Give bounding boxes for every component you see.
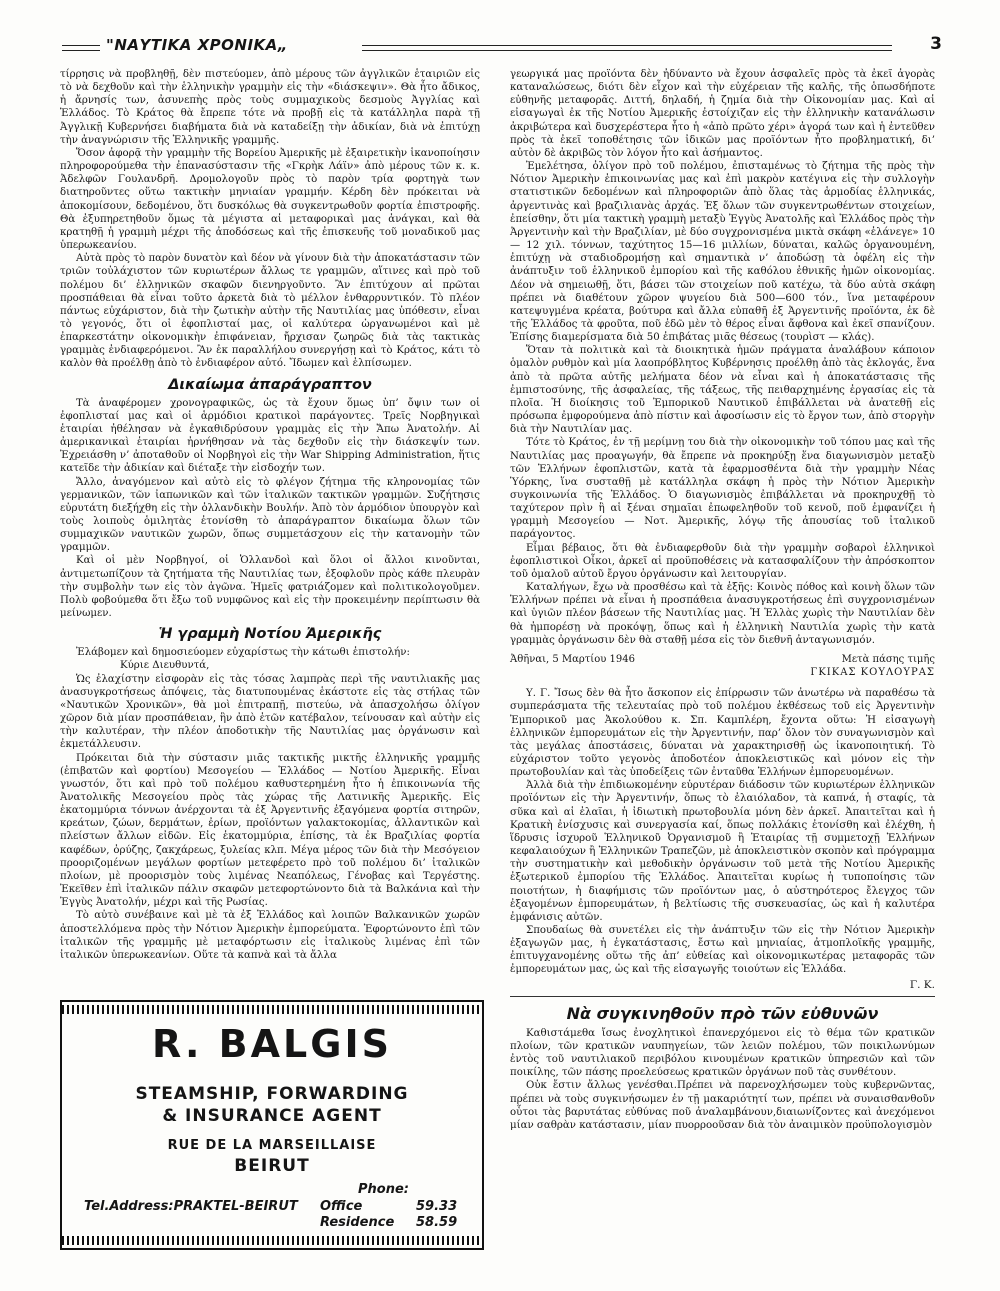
- postscript-paragraph: Σπουδαίως θὰ συνετέλει εἰς τὴν ἀνάπτυξιν τῶν εἰς τὴν Νότιον Ἀμερικὴν ἐξαγωγῶν μας, ἡ ἐγκατάστασις, ἔστω καὶ μηνιαίας, ἀτμοπλοϊκῆς γραμμῆς, ἐπιτυγχανομένης οὕτω τῆς ἀπ’ εὐθείας καὶ οἰκονομικωτέρας μεταφορᾶς τῶν ἐμπορευμάτων μας, ὡς καὶ τῆς εἰσαγωγῆς τοιούτων εἰς Ἑλλάδα.: [510, 925, 935, 976]
- letter-paragraph: Τότε τὸ Κράτος, ἐν τῇ μερίμνῃ του διὰ τὴν οἰκονομικὴν τοῦ τόπου μας καὶ τῆς Ναυτιλίας μας προαγωγήν, θὰ ἔπρεπε νὰ προκηρύξῃ ἕνα διαγωνισμὸν μεταξὺ τῶν Ἑλλήνων ἐφοπλιστῶν, κατὰ τὰ ἐφαρμοσθέντα διὰ τὴν γραμμὴν Νέας Ὑόρκης, ἵνα συσταθῇ μὲ κατάλληλα σκάφη ἡ πρὸς τὴν Νότιον Ἀμερικὴν συγκοινωνία τῆς Ἑλλάδος. Ὁ διαγωνισμὸς ἐπιβάλλεται νὰ προκηρυχθῇ τὸ ταχύτερον πρὶν ἢ αἱ ξέναι σημαῖαι ἐπωφεληθοῦν τοῦ κενοῦ, ποῦ ἐμφανίζει ἡ γραμμὴ Μεσογείου — Νοτ. Ἀμερικῆς, λόγῳ τῆς ἀπουσίας τοῦ ἰταλικοῦ παράγοντος.: [510, 437, 935, 541]
- ad-street: RUE DE LA MARSEILLAISE: [167, 1138, 377, 1153]
- publication-title: "ΝΑΥΤΙΚΑ ΧΡΟΝΙΚΑ„: [106, 36, 288, 54]
- ad-residence-number: 58.59: [416, 1215, 458, 1230]
- ad-border-hatch-bottom: [62, 1236, 482, 1245]
- advertisement-box: [60, 1000, 484, 1250]
- article-paragraph: Καθιστάμεθα ἴσως ἐνοχλητικοὶ ἐπανερχόμενοι εἰς τὸ θέμα τῶν κρατικῶν πλοίων, τῶν κρατικῶν ναυπηγείων, τῶν λειῶν πολέμου, τῶν ποικιλωνύμων ἐντὸς τοῦ ναυτιλιακοῦ περιβόλου κινουμένων κρατικῶν ὑπηρεσιῶν καὶ τῶν ποικίλης, τῶν πάσης προελεύσεως κρατικῶν ὀργάνων ποῦ τὰς συνθέτουν.: [510, 1027, 935, 1079]
- letter-paragraph: Ὡς ἐλαχίστην εἰσφορὰν εἰς τὰς τόσας λαμπρὰς περὶ τῆς ναυτιλιακῆς μας ἀνασυγκροτήσεως ἀπόψεις, τὰς διατυπουμένας ἑκάστοτε εἰς τὰς στήλας τῶν «Ναυτικῶν Χρονικῶν», θὰ μοὶ ἐπιτραπῇ, πιστεύω, νὰ ἀπασχολήσω ὀλίγον χῶρον διὰ μίαν προσπάθειαν, ἣν ἀπὸ ἐτῶν κατέβαλον, τείνουσαν καὶ αὐτὴν εἰς τὴν καλυτέραν, τὴν πλέον ἀποδοτικὴν τῆς Ναυτιλίας μας ὀργάνωσιν καὶ ἐκμετάλλευσιν.: [60, 673, 480, 751]
- article-paragraph: Οὐκ ἔστιν ἄλλως γενέσθαι.Πρέπει νὰ παρενοχλήσωμεν τοὺς κυβερνῶντας, πρέπει νὰ τοὺς συγκινήσωμεν ἐν τῇ μακαριότητί των, πρέπει νὰ συναισθανθοῦν οὗτοι τὰς βαρυτάτας εὐθύνας ποῦ ἀναλαμβάνουν,διαιωνίζοντες καὶ ἀνεχόμενοι μίαν σαθρὰν κατάστασιν, μίαν πυορροοῦσαν διὰ τὸν ἀναιμικὸν προϋπολογισμὸν: [510, 1080, 935, 1131]
- section-heading: Νὰ συγκινηθοῦν πρὸ τῶν εὐθυνῶν: [566, 1003, 879, 1023]
- ad-telegraph-address: Tel.Address:PRAKTEL-BEIRUT: [84, 1199, 298, 1214]
- article-separator: [510, 996, 935, 997]
- ad-office-label: Office: [320, 1199, 363, 1214]
- letter-paragraph: Ὅταν τὰ πολιτικὰ καὶ τὰ διοικητικὰ ἡμῶν πράγματα ἀναλάβουν κάποιον ὁμαλὸν ρυθμὸν καὶ μία λαοπρόβλητος Κυβέρνησις προέλθῃ ἀπὸ τὰς ἐκλογάς, ἕνα ἀπὸ τὰ πρῶτα αὐτῆς μελήματα δέον νὰ εἶναι καὶ ἡ ἀποκατάστασις τῆς ἐμπιστοσύνης, τῆς ἀσφαλείας, τῆς τάξεως, τῆς πειθαρχημένης ἐργασίας εἰς τὰ πλοῖα. Ἡ διοίκησις τοῦ Ἐμπορικοῦ Ναυτικοῦ ἐπιβάλλεται νὰ ἀνατεθῇ εἰς πρόσωπα ἐμφορούμενα ἀπὸ πίστιν καὶ ἀφοσίωσιν εἰς τὸ ἔργον των, ἀπὸ στοργὴν διὰ τὴν Ναυτιλίαν μας.: [510, 345, 935, 436]
- ad-border-hatch-top: [62, 1005, 482, 1014]
- letter-paragraph: γεωργικά μας προϊόντα δὲν ἠδύναντο νὰ ἔχουν ἀσφαλεῖς πρὸς τὰ ἐκεῖ ἀγορὰς καταναλώσεως, διότι δὲν εἶχον καὶ τὴν εὐχέρειαν τῆς καλῆς, τῆς ὁπωσδήποτε εὐθηνῆς μεταφορᾶς. Διττή, δηλαδή, ἡ ζημία διὰ τὴν Οἰκονομίαν μας. Καὶ αἱ εἰσαγωγαὶ ἐκ τῆς Νοτίου Ἀμερικῆς ἐστοίχιζαν εἰς τὴν ἑλληνικὴν κατανάλωσιν ἀκριβώτερα καὶ δυσχερέστερα ἦτο ἡ «ἀπὸ πρῶτο χέρι» ἀγορά των καὶ ἡ ἐντεῦθεν πρὸς τὰ ἐκεῖ τοποθέτησις τῶν ἰδικῶν μας προϊόντων ἦτο προβληματική, δι’ αὐτὸν δὲ ἀκριβῶς τὸν λόγον ἦτο καὶ ἀσήμαντος.: [510, 69, 935, 159]
- letter-paragraph: Πρόκειται διὰ τὴν σύστασιν μιᾶς τακτικῆς μικτῆς ἑλληνικῆς γραμμῆς (ἐπιβατῶν καὶ φορτίου) Μεσογείου — Ἑλλάδος — Νοτίου Ἀμερικῆς. Εἶναι γνωστόν, ὅτι καὶ πρὸ τοῦ πολέμου καθυστερημένη ἦτο ἡ ἐπικοινωνία τῆς Ἀνατολικῆς Μεσογείου πρὸς τὰς χώρας τῆς Λατινικῆς Ἀμερικῆς. Εἰς ἑκατομμύρια τόννων ἀνέρχονται τὰ ἐξ Ἀργεντινῆς ἐξαγόμενα φορτία σιτηρῶν, κρεάτων, ζώων, δερμάτων, ἐρίων, προϊόντων γαλακτοκομίας, ἀλλαντικῶν καὶ πλείστων ἄλλων εἰδῶν. Εἰς ἑκατομμύρια, ἐπίσης, τὰ ἐκ Βραζιλίας φορτία καφέδων, ὀρύζης, ζακχάρεως, ξυλείας κλπ. Μέγα μέρος τῶν διὰ τὴν Μεσόγειον προοριζομένων μεγάλων φορτίων μετεφέρετο πρὸ τοῦ πολέμου δι’ ἰταλικῶν πλοίων, μὲ προορισμὸν τοὺς λιμένας Νεαπόλεως, Γένοβας καὶ Τεργέστης. Ἐκεῖθεν ἐπὶ ἰταλικῶν πάλιν σκαφῶν μετεφορτώνοντο διὰ τὰ Βαλκάνια καὶ τὴν Ἐγγὺς Ἀνατολήν, μέχρι καὶ τῆς Ρωσίας.: [60, 752, 480, 909]
- article-paragraph: Αὐτὰ πρὸς τὸ παρὸν δυνατὸν καὶ δέον νὰ γίνουν διὰ τὴν ἀποκατάστασιν τῶν τριῶν τοὐλάχιστον τῶν κυριωτέρων ἄλλως τε γραμμῶν, αἵτινες καὶ πρὸ τοῦ πολέμου δι’ ἑλληνικῶν σκαφῶν διενηργοῦντο. Ἂν ἐπιτύχουν αἱ πρῶται προσπάθειαι θὰ εἶναι τοῦτο ἀρκετὰ διὰ τὸ μέλλον ἐνθαρρυντικόν. Τὸ πλέον πάντως εὐχάριστον, διὰ τὴν ζωτικὴν αὐτὴν τῆς Ναυτιλίας μας ὑπόθεσιν, εἶναι τὸ γεγονός, ὅτι οἱ ἐφοπλισταί μας, οἱ καλύτερα ὠργανωμένοι καὶ μὲ ἐπαρκεστάτην οἰκονομικὴν ἐπιφάνειαν, ἤρχισαν ζωηρῶς διὰ τὰς τακτικὰς γραμμὰς ἐνδιαφερόμενοι. Ἂν ἐκ παραλλήλου συνεργήσῃ καὶ τὸ Κράτος, κάτι τὸ καλὸν θὰ προέλθῃ ἀπὸ τὸ ἐνδιαφέρον αὐτό. Ἴδωμεν καὶ ἐλπίσωμεν.: [60, 253, 480, 370]
- letter-paragraph: Καταλήγων, ἔχω νὰ προσθέσω καὶ τὰ ἑξῆς: Κοινὸς πόθος καὶ κοινὴ ὅλων τῶν Ἑλλήνων πρέπει νὰ εἶναι ἡ προσπάθεια ἀνασυγκροτήσεως ἐπὶ συγχρονισμένων καὶ ὑγιῶν πλέον βάσεων τῆς Ναυτιλίας μας. Ἡ Ἑλλὰς χωρὶς τὴν Ναυτιλίαν δὲν θὰ ἠμπορέσῃ νὰ προκόψῃ, ὅπως καὶ ἡ ἑλληνικὴ Ναυτιλία χωρὶς τὴν κατὰ γραμμὰς ὀργάνωσιν δὲν θὰ σταθῇ μέσα εἰς τὸν διεθνῆ ἀνταγωνισμόν.: [510, 582, 935, 646]
- article-paragraph: τίρρησις νὰ προβληθῇ, δὲν πιστεύομεν, ἀπὸ μέρους τῶν ἀγγλικῶν ἑταιριῶν εἰς τὸ νὰ δεχθοῦν καὶ τὴν ἑλληνικὴν γραμμὴν εἰς τὴν «διάσκεψιν». Θὰ ἦτο ἄδικος, ἡ ἄρνησίς των, ἀσυνεπὴς πρὸς τοὺς συμμαχικοὺς δεσμοὺς Ἀγγλίας καὶ Ἑλλάδος. Τὸ Κράτος θὰ ἔπρεπε τότε νὰ προβῇ εἰς τὰ κατάλληλα παρὰ τῇ Ἀγγλικῇ Κυβερνήσει διαβήματα διὰ νὰ καταδείξῃ τὴν ἀδικίαν, διὰ νὰ ἐπιτύχῃ τὴν ἀναγνώρισιν τῆς Ἑλληνικῆς γραμμῆς.: [60, 69, 480, 146]
- masthead-rule-left: [62, 45, 100, 51]
- letter-intro: Ἐλάβομεν καὶ δημοσιεύομεν εὐχαρίστως τὴν κάτωθι ἐπιστολήν:: [76, 647, 410, 659]
- letter-salutation: Κύριε Διευθυντά,: [120, 660, 210, 672]
- article-paragraph: Τὰ ἀναφέρομεν χρονογραφικῶς, ὡς τὰ ἔχουν ὅμως ὑπ’ ὄψιν των οἱ ἐφοπλισταί μας καὶ οἱ ἁρμόδιοι κρατικοὶ παράγοντες. Τρεῖς Νορβηγικαὶ ἑταιρίαι ἠθέλησαν νὰ ἐγκαθιδρύσουν γραμμὰς εἰς τὴν Ἄπω Ἀνατολήν. Αἱ ἀμερικανικαὶ ἑταιρίαι ἠρνήθησαν νὰ τὰς δεχθοῦν εἰς τὴν διάσκεψίν των. Ἐχρειάσθη ν’ ἀποταθοῦν οἱ Νορβηγοὶ εἰς τὴν War Shipping Administration, ἥτις κατεῖδε τὴν ἀδικίαν καὶ διέταξε τὴν εἰσδοχήν των.: [60, 397, 480, 475]
- postscript-paragraph: Ἀλλὰ διὰ τὴν ἐπιδιωκομένην εὐρυτέραν διάδοσιν τῶν κυριωτέρων ἑλληνικῶν προϊόντων εἰς τὴν Ἀργεντινήν, ὅπως τὸ ἐλαιόλαδον, τὰ καπνά, ἡ σταφίς, τὰ σῦκα καὶ αἱ ἐλαῖαι, ἡ ἰδιωτικὴ πρωτοβουλία μόνη δὲν ἀρκεῖ. Ἀπαιτεῖται καὶ ἡ Κρατικὴ ἐνίσχυσις καὶ συνεργασία καί, ὅπως πολλάκις ἐτονίσθη καὶ ἐλέχθη, ἡ ἵδρυσις ἰσχυροῦ Ἑλληνικοῦ Ὀργανισμοῦ ἢ Ἑταιρίας τῇ συμμετοχῇ Ἑλλήνων κεφαλαιούχων ἢ Ἑλληνικῶν Τραπεζῶν, μὲ ἀποκλειστικὸν σκοπὸν καὶ πρόγραμμα τὴν συστηματικὴν καὶ μεθοδικὴν ὀργάνωσιν τοῦ μετὰ τῆς Νοτίου Ἀμερικῆς ἐξωτερικοῦ ἐμπορίου τῆς Ἑλλάδος. Ἀπαιτεῖται κυρίως ἡ τυποποίησις τῶν ποιοτήτων, ἡ διαφήμισις τῶν προϊόντων μας, ὁ αὐστηρότερος ἔλεγχος τῶν ἐξαγομένων ἐμπορευμάτων, ἡ βελτίωσις τῆς συσκευασίας, ὡς καὶ ἡ καλυτέρα ἐμφάνισις αὐτῶν.: [510, 780, 935, 923]
- section-heading: Ἡ γραμμὴ Νοτίου Ἀμερικῆς: [158, 626, 382, 643]
- letter-signature: ΓΚΙΚΑΣ ΚΟΥΛΟΥΡΑΣ: [810, 667, 935, 679]
- letter-paragraph: Ἐμελέτησα, ὀλίγον πρὸ τοῦ πολέμου, ἐπισταμένως τὸ ζήτημα τῆς πρὸς τὴν Νότιον Ἀμερικὴν ἐπικοινωνίας μας καὶ ἐπὶ μακρὸν κατέγινα εἰς τὴν συλλογὴν στατιστικῶν δεδομένων καὶ πληροφοριῶν ἀπὸ ὅλας τὰς ἁρμοδίας ἑλληνικάς, ἀργεντινὰς καὶ βραζιλιανὰς ἀρχάς. Ἐξ ὅλων τῶν συγκεντρωθέντων στοιχείων, ἐπείσθην, ὅτι μία τακτικὴ γραμμὴ μεταξὺ Ἐγγὺς Ἀνατολῆς καὶ Ἑλλάδος πρὸς τὴν Ἀργεντινὴν καὶ τὴν Βραζιλίαν, μὲ δύο συγχρονισμένα μικτὰ σκάφη «ἐλάνεγε» 10 — 12 χιλ. τόννων, ταχύτητος 15—16 μιλλίων, δύναται, καλῶς ὀργανουμένη, ἐπιτύχῃ νὰ σταδιοδρομήσῃ καὶ σημαντικὰ ν’ ἀποδώσῃ τὰ ὀφέλη εἰς τὴν ἀνάπτυξιν τοῦ ἑλληνικοῦ ἐμπορίου καὶ τῆς καθόλου ἐθνικῆς ἡμῶν οἰκονομίας. Δέον νὰ σημειωθῇ, ὅτι, βάσει τῶν στοιχείων ποῦ κατέχω, τὰ δύο αὐτὰ σκάφη πρέπει νὰ διαθέτουν χῶρον ψυγείου διὰ 500—600 τόν., ἵνα μεταφέρουν κατεψυγμένα κρέατα, βούτυρα καὶ ἄλλα εὐπαθῆ ἐξ Ἀργεντινῆς προϊόντα, ἐκ δὲ τῆς Ἑλλάδος τὰ φροῦτα, ποῦ ἐδῶ μὲν τὸ θέρος εἶναι ἄφθονα καὶ ἐκεῖ σπανίζουν. Ἐπίσης διαμερίσματα διὰ 50 ἐπιβάτας μιᾶς θέσεως (τουρὶστ — κλάς).: [510, 161, 935, 344]
- article-paragraph: Καὶ οἱ μὲν Νορβηγοί, οἱ Ὁλλανδοὶ καὶ ὅλοι οἱ ἄλλοι κινοῦνται, ἀντιμετωπίζουν τὰ ζητήματα τῆς Ναυτιλίας των, ἐξοφλοῦν πρὸς κάθε πλευρὰν τὴν συμβολὴν των εἰς τὸν ἀγῶνα. Ἡμεῖς φατριάζομεν καὶ πολιτικολογοῦμεν. Πολὺ φοβούμεθα ὅτι ἔξω τοῦ νυμφῶνος καὶ εἰς τὴν προκειμένην περίπτωσιν θὰ μείνωμεν.: [60, 555, 480, 620]
- ad-residence-label: Residence: [320, 1215, 395, 1230]
- article-paragraph: Ὅσον ἀφορᾷ τὴν γραμμὴν τῆς Βορείου Ἀμερικῆς μὲ ἐξαιρετικὴν ἱκανοποίησιν πληροφορούμεθα τὴν ἐπανασύστασιν τῆς «Γκρὴκ Λάϊν» ἀπὸ μέρους τῶν κ. κ. Ἀδελφῶν Γουλανδρῆ. Δρομολογοῦν πρὸς τὸ παρὸν τρία φορτηγὰ των διατηροῦντες οὕτω τακτικὴν μηνιαίαν γραμμήν. Κέρδη δὲν πρόκειται νὰ ἀποκομίσουν, δεδομένου, ὅτι δυσκόλως θὰ συγκεντρωθοῦν φορτία ἐπιστροφῆς. Θὰ ἐξυπηρετηθοῦν ὅμως τὰ μέγιστα αἱ μεταφορικαὶ μας ἀνάγκαι, καὶ θὰ κρατηθῇ ἡ γραμμὴ μέχρι τῆς ἀποδόσεως καὶ τῆς ἐπισκευῆς τοῦ μοναδικοῦ μας ὑπερωκεανίου.: [60, 147, 480, 252]
- masthead-rule-right: [362, 45, 892, 51]
- ad-office-number: 59.33: [416, 1199, 458, 1214]
- postscript-paragraph: Υ. Γ. Ἴσως δὲν θὰ ἦτο ἄσκοπον εἰς ἐπίρρωσιν τῶν ἀνωτέρω νὰ παραθέσω τὰ συμπεράσματα τῆς τελευταίας πρὸ τοῦ πολέμου ἐκθέσεως τοῦ εἰς Ἀργεντινὴν Ἐμπορικοῦ μας Ἀκολούθου κ. Σπ. Καμπλέρη, ἔχοντα οὕτω: Ἡ εἰσαγωγὴ ἑλληνικῶν ἐμπορευμάτων εἰς τὴν Ἀργεντινήν, παρ’ ὅλον τὸν συναγωνισμὸν καὶ τὰς μεγάλας ἀποστάσεις, δύναται νὰ χαρακτηρισθῇ ὡς ἱκανοποιητική. Τὸ εὐχάριστον τοῦτο γεγονὸς ἀποδοτέον ἀποκλειστικῶς καὶ μόνον εἰς τὴν πρωτοβουλίαν καὶ τὰς ὑποδείξεις τῶν ἐνταῦθα Ἑλλήνων ἐμπορευομένων.: [510, 688, 935, 779]
- ad-line-agent: & INSURANCE AGENT: [162, 1106, 382, 1126]
- letter-closing: Μετὰ πάσης τιμῆς: [841, 653, 935, 665]
- right-column: [510, 68, 935, 1132]
- page-number: 3: [930, 34, 942, 54]
- postscript-initials: Γ. Κ.: [909, 978, 935, 991]
- ad-company-name: R. BALGIS: [152, 1022, 392, 1066]
- ad-phone-label: Phone:: [358, 1182, 409, 1197]
- letter-paragraph: Τὸ αὐτὸ συνέβαινε καὶ μὲ τὰ ἐξ Ἑλλάδος καὶ λοιπῶν Βαλκανικῶν χωρῶν ἀποστελλόμενα πρὸς τὴν Νότιον Ἀμερικὴν ἐμπορεύματα. Ἐφορτώνοντο ἐπὶ τῶν ἰταλικῶν τῆς γραμμῆς μὲ μεταφόρτωσιν εἰς ἰταλικοὺς λιμένας ἐπὶ τῶν ἰταλικῶν ὑπερωκεανίων. Οὕτε τὰ καπνὰ καὶ τὰ ἄλλα: [60, 910, 480, 961]
- ad-line-services: STEAMSHIP, FORWARDING: [135, 1084, 409, 1104]
- letter-paragraph: Εἶμαι βέβαιος, ὅτι θὰ ἐνδιαφερθοῦν διὰ τὴν γραμμὴν σοβαροὶ ἑλληνικοὶ ἐφοπλιστικοὶ Οἶκοι, ἀρκεῖ αἱ προϋποθέσεις νὰ κατασφαλίζουν τὴν ἀπρόσκοπτον τοῦ ὁμαλοῦ αὐτοῦ ἔργου ὀργάνωσιν καὶ λειτουργίαν.: [510, 542, 935, 580]
- article-paragraph: Ἄλλο, ἀναγόμενον καὶ αὐτὸ εἰς τὸ φλέγον ζήτημα τῆς κληρονομίας τῶν γερμανικῶν, τῶν ἰαπωνικῶν καὶ τῶν ἰταλικῶν τακτικῶν γραμμῶν. Συζήτησις εὐρυτάτη διεξήχθη εἰς τὴν ὁλλανδικὴν Βουλήν. Ἀπὸ τὸν ἁρμόδιον ὑπουργὸν καὶ τοὺς λοιποὺς ὁμιλητὰς ἐτονίσθη τὸ ἀπαράγραπτον δικαίωμα ὅλων τῶν συμμαχικῶν ναυτικῶν χωρῶν, ὅπως συμμετάσχουν εἰς τὴν κατανομὴν τῶν γραμμῶν.: [60, 476, 480, 554]
- left-column: [60, 68, 480, 962]
- section-heading: Δικαίωμα ἀπαράγραπτον: [168, 376, 372, 393]
- ad-city: BEIRUT: [234, 1156, 310, 1176]
- letter-dateline: Ἀθῆναι, 5 Μαρτίου 1946: [510, 653, 635, 665]
- masthead: [62, 34, 942, 60]
- letter-signoff: [510, 653, 935, 666]
